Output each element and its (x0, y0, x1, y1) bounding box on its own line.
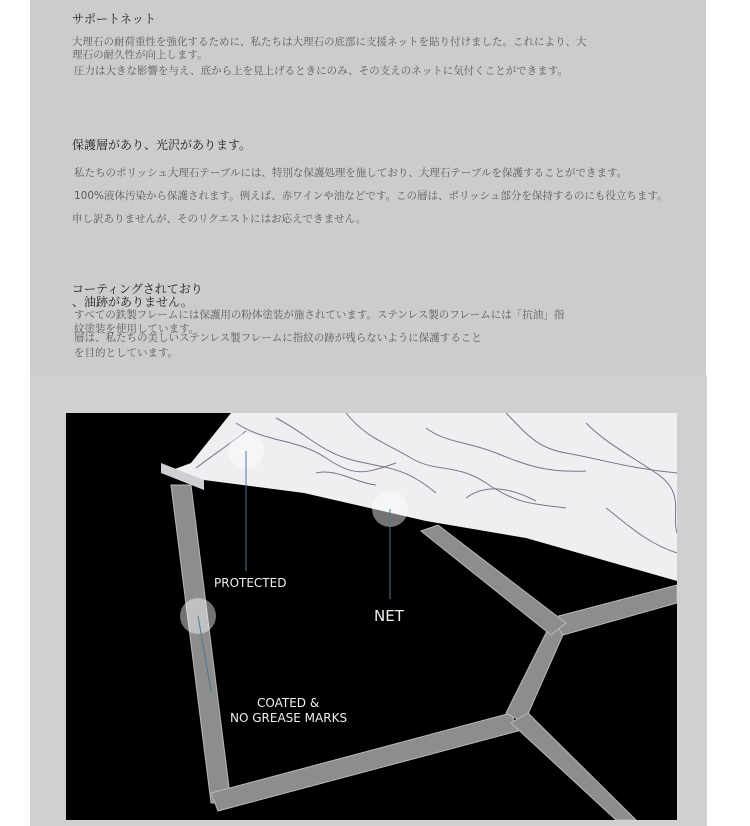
protective-layer-text-line2: 100%液体汚染から保護されます。例えば、赤ワインや油などです。この層は、ポリッシュ部分を保持するのにも役立ちます。 (74, 190, 668, 202)
coated-callout-label-line2: NO GREASE MARKS (230, 711, 348, 725)
support-net-text-line1: 大理石の耐荷重性を強化するために、私たちは大理石の底部に支援ネットを貼り付けました。これにより、大 (72, 36, 587, 48)
net-callout (372, 491, 408, 625)
protected-callout-label: PROTECTED (214, 576, 287, 590)
support-net-text-line3: 圧力は大きな影響を与え、底から上を見上げるときにのみ、その支えのネットに気付くことができます。 (74, 65, 568, 77)
coating-heading-line1: コーティングされており (72, 282, 203, 296)
marble-table-illustration (66, 413, 677, 820)
protective-layer-text-line3: 申し訳ありませんが、そのリクエストにはお応えできません。 (72, 213, 367, 225)
coating-text-line3: 層は、私たちの美しいステンレス製フレームに指紋の跡が残らないように保護すること (74, 332, 482, 344)
coated-callout-label-line1: COATED & (257, 696, 320, 710)
coating-text-line4: を目的としています。 (74, 347, 179, 359)
support-net-text-line2: 理石の耐久性が向上します。 (72, 49, 208, 61)
coating-heading-line2: 、油跡がありません。 (72, 295, 193, 309)
net-callout-label: NET (374, 607, 404, 625)
protective-layer-heading: 保護層があり、光沢があります。 (72, 138, 252, 152)
marble-table-photo (66, 413, 677, 820)
protective-layer-text-line1: 私たちのポリッシュ大理石テーブルには、特別な保護処理を施しており、大理石テーブルを保護することができます。 (74, 167, 628, 179)
coating-text-line1: すべての鉄製フレームには保護用の粉体塗装が施されています。ステンレス製のフレームには「抗油」指 (74, 309, 565, 321)
support-net-heading: サポートネット (72, 12, 156, 26)
coating-text-line2: 紋塗装を使用しています。 (74, 323, 200, 335)
